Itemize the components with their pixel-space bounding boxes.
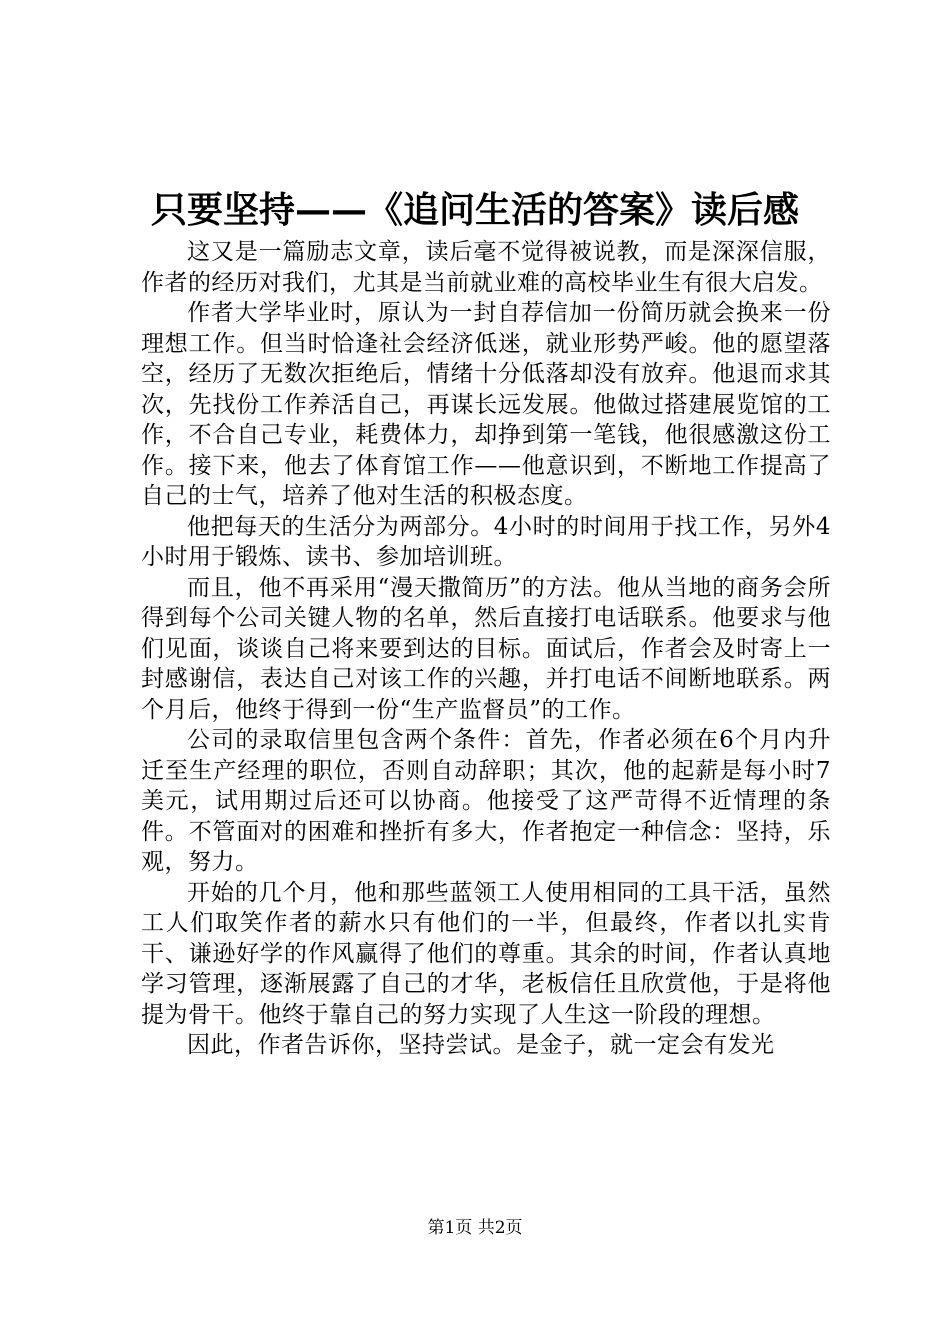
document-body	[141, 237, 831, 1061]
page-footer	[0, 1216, 950, 1240]
paragraph: 这又是一篇励志文章，读后毫不觉得被说教，而是深深信服，作者的经历对我们，尤其是当前就业难的高校毕业生有很大启发。	[141, 239, 831, 296]
paragraph: 他把每天的生活分为两部分。4小时的时间用于找工作，另外4小时用于锻炼、读书、参加培训班。	[141, 513, 831, 570]
paragraph: 公司的录取信里包含两个条件：首先，作者必须在6个月内升迁至生产经理的职位，否则自动辞职；其次，他的起薪是每小时7美元，试用期过后还可以协商。他接受了这严苛得不近情理的条件。不管面对的困难和挫折有多大，作者抱定一种信念：坚持，乐观，努力。	[141, 727, 831, 875]
document-title: 只要坚持——《追问生活的答案》读后感	[150, 189, 799, 231]
paragraph: 因此，作者告诉你，坚持尝试。是金子，就一定会有发光	[187, 1032, 775, 1058]
paragraph: 作者大学毕业时，原认为一封自荐信加一份简历就会换来一份理想工作。但当时恰逢社会经济低迷，就业形势严峻。他的愿望落空，经历了无数次拒绝后，情绪十分低落却没有放弃。他退而求其次，先找份工作养活自己，再谋长远发展。他做过搭建展览馆的工作，不合自己专业，耗费体力，却挣到第一笔钱，他很感激这份工作。接下来，他去了体育馆工作——他意识到，不断地工作提高了自己的士气，培养了他对生活的积极态度。	[141, 300, 831, 509]
paragraph: 开始的几个月，他和那些蓝领工人使用相同的工具干活，虽然工人们取笑作者的薪水只有他们的一半，但最终，作者以扎实肯干、谦逊好学的作风赢得了他们的尊重。其余的时间，作者认真地学习管理，逐渐展露了自己的才华，老板信任且欣赏他，于是将他提为骨干。他终于靠自己的努力实现了人生这一阶段的理想。	[141, 879, 831, 1028]
page-number-indicator: 第1页 共2页	[427, 1218, 523, 1238]
paragraph: 而且，他不再采用“漫天撒简历”的方法。他从当地的商务会所得到每个公司关键人物的名单，然后直接打电话联系。他要求与他们见面，谈谈自己将来要到达的目标。面试后，作者会及时寄上一封感谢信，表达自己对该工作的兴趣，并打电话不间断地联系。两个月后，他终于得到一份“生产监督员”的工作。	[141, 574, 831, 723]
